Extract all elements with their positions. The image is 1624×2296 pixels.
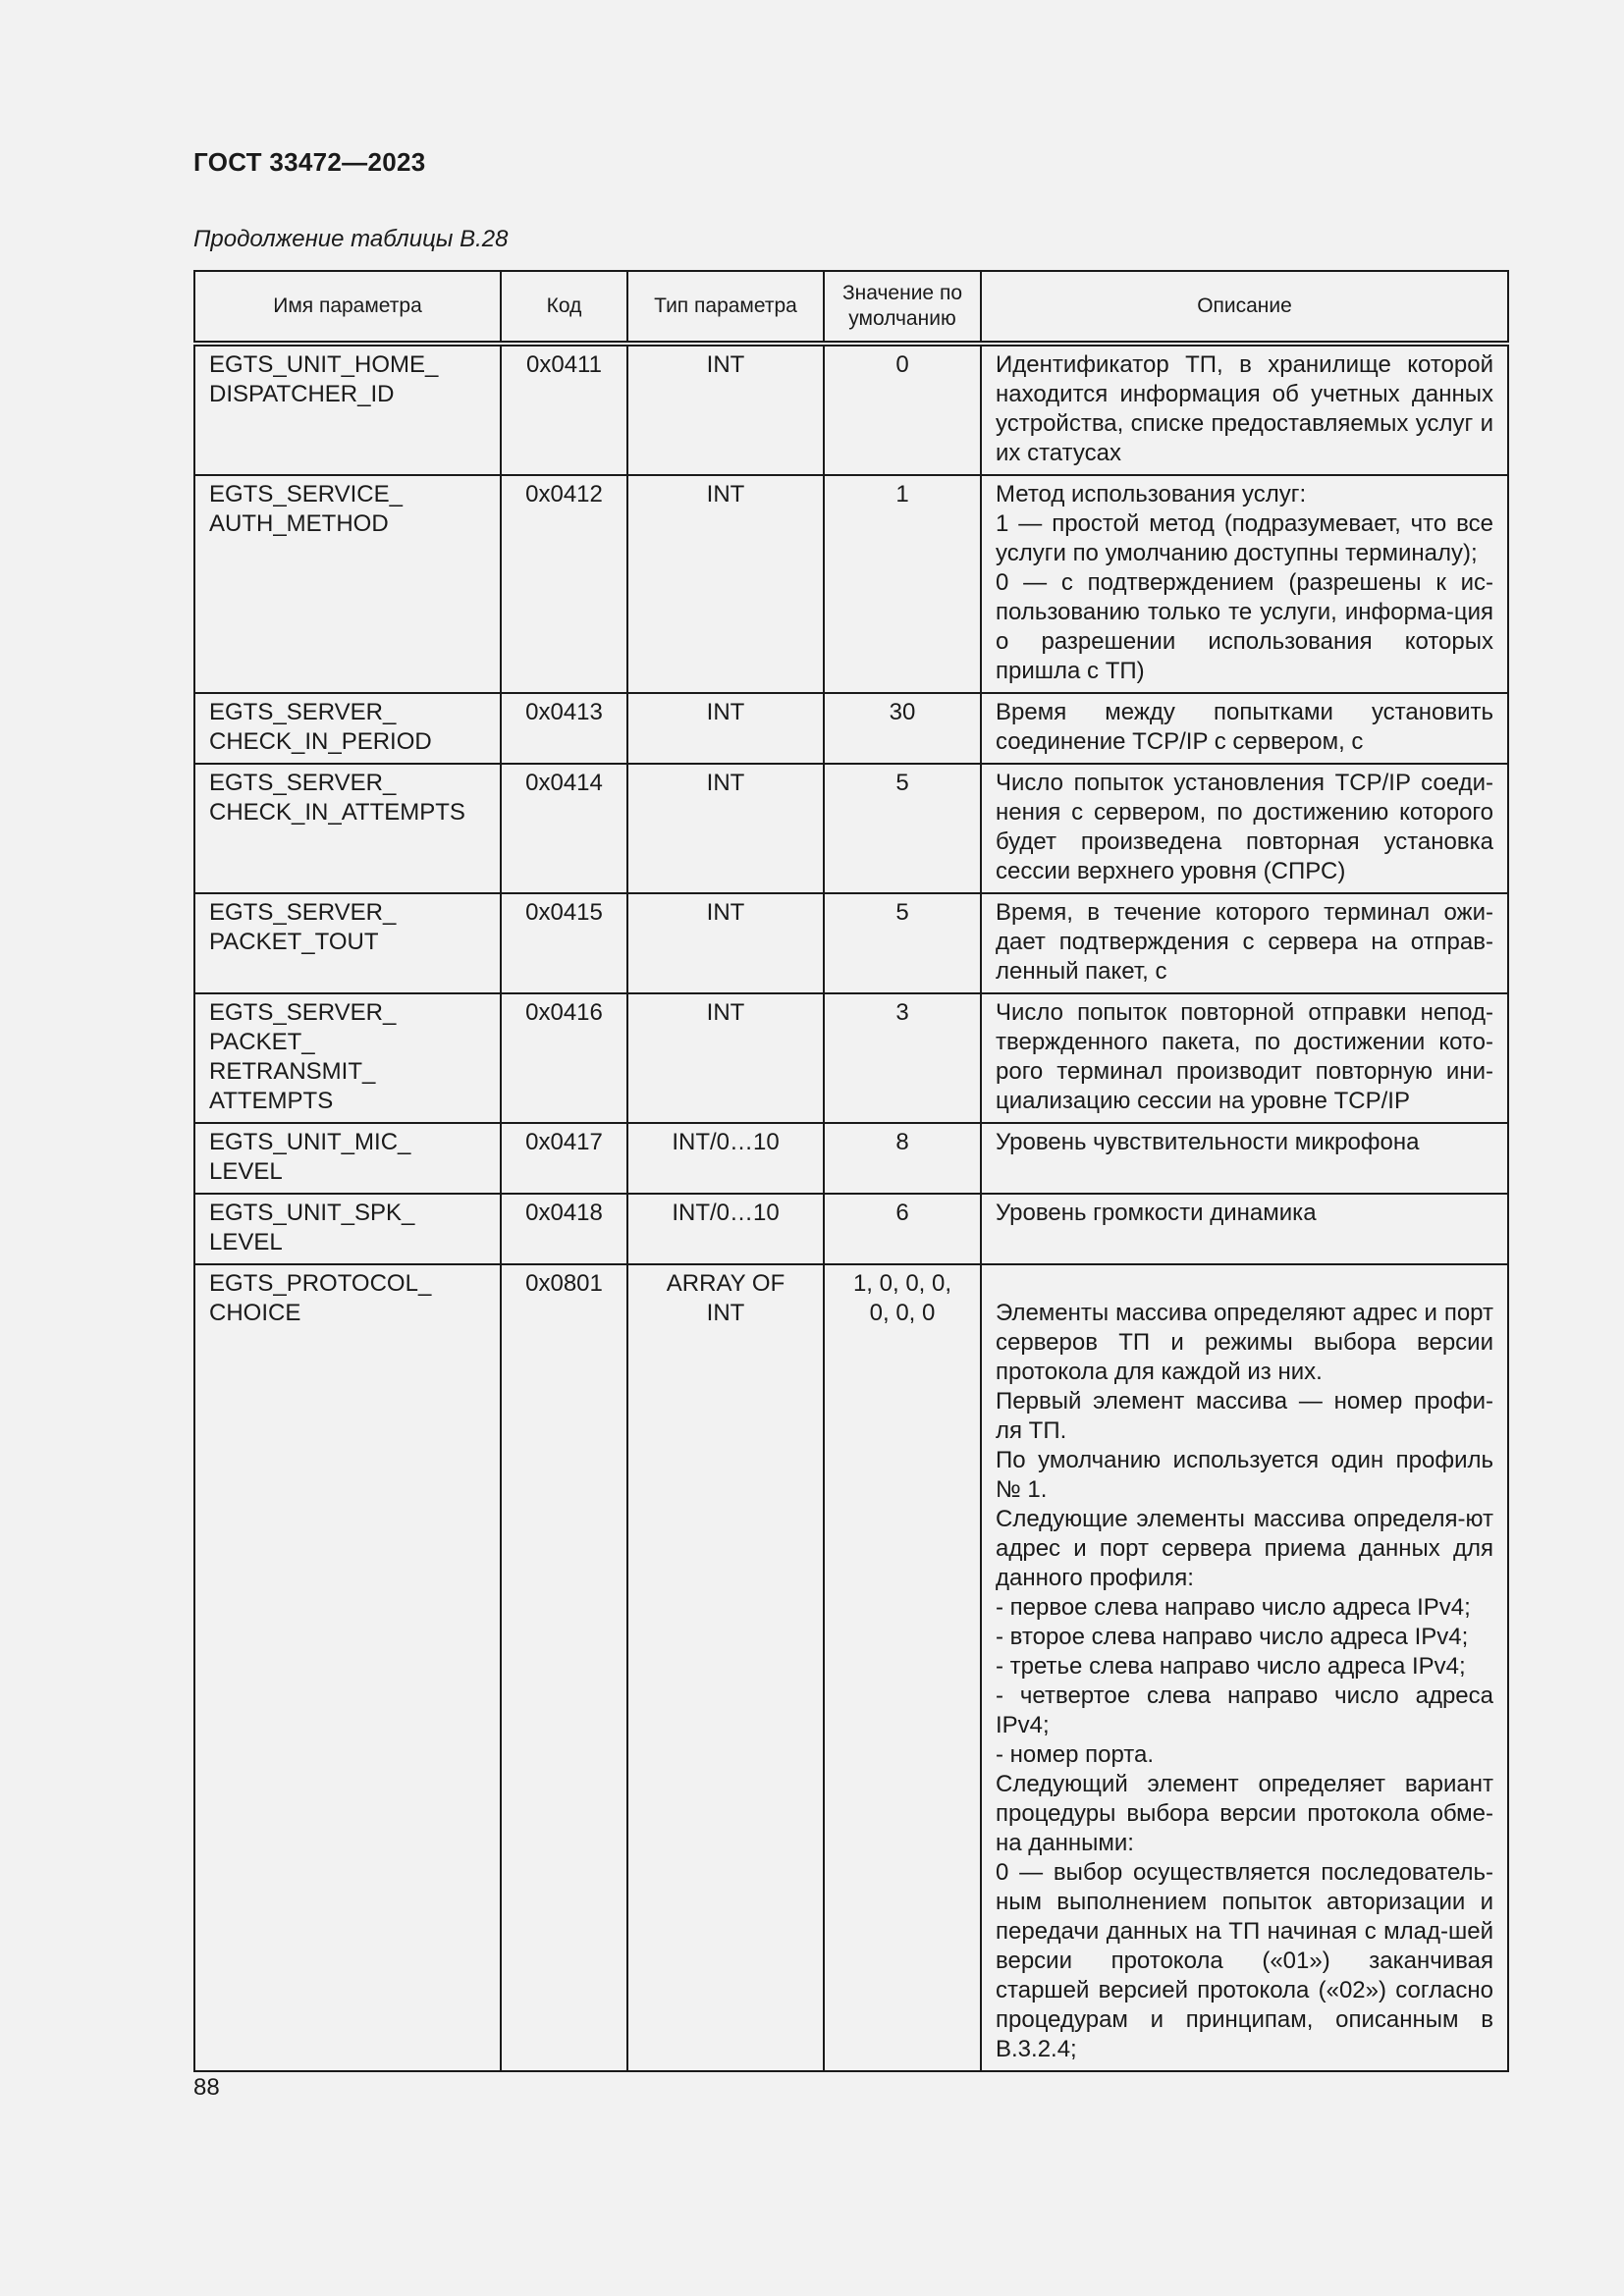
param-default-cell-line: 30 xyxy=(889,699,916,725)
param-name-cell-line: DISPATCHER_ID xyxy=(209,381,395,407)
column-header-description: Описание xyxy=(981,271,1508,344)
param-default-cell xyxy=(824,893,981,993)
param-type-cell xyxy=(627,1194,824,1264)
param-description-cell-line: Число попыток установления TCP/IP соеди-нения с сервером, по достижению которого будет произведена повторная установка сессии верхнего уровня (СПРС) xyxy=(996,770,1493,884)
param-name-cell-line: EGTS_PROTOCOL_ xyxy=(209,1270,432,1297)
column-header-type: Тип параметра xyxy=(627,271,824,344)
table-row xyxy=(194,344,1508,475)
param-description-cell xyxy=(981,1264,1508,2071)
param-name-cell xyxy=(194,344,501,475)
param-default-cell xyxy=(824,764,981,893)
param-name-cell-line: CHECK_IN_PERIOD xyxy=(209,728,432,755)
param-type-cell-line: INT xyxy=(706,1300,745,1326)
param-name-cell-line: LEVEL xyxy=(209,1229,283,1255)
param-type-cell xyxy=(627,344,824,475)
param-name-cell-line: CHECK_IN_ATTEMPTS xyxy=(209,799,465,826)
table-row xyxy=(194,475,1508,693)
param-description-cell xyxy=(981,893,1508,993)
param-type-cell-line: INT/0…10 xyxy=(672,1200,780,1226)
param-name-cell xyxy=(194,993,501,1123)
table-header-row xyxy=(194,271,1508,344)
param-description-cell xyxy=(981,1194,1508,1264)
table-row xyxy=(194,993,1508,1123)
param-type-cell xyxy=(627,693,824,764)
param-name-cell-line: ATTEMPTS xyxy=(209,1088,334,1114)
param-description-cell-line: Время, в течение которого терминал ожи-дает подтверждения с сервера на отправ-ленный пакет, с xyxy=(996,899,1493,985)
table-row xyxy=(194,1264,1508,2071)
param-default-cell-line: 1, 0, 0, 0, xyxy=(852,1270,952,1297)
param-description-cell-line: - второе слева направо число адреса IPv4; xyxy=(996,1624,1469,1650)
param-type-cell-line: INT xyxy=(706,351,745,378)
param-type-cell-line: INT xyxy=(706,999,745,1026)
param-code-cell: 0x0418 xyxy=(501,1194,627,1264)
param-type-cell-line: INT xyxy=(706,899,745,926)
param-name-cell-line: CHOICE xyxy=(209,1300,301,1326)
table-caption: Продолжение таблицы В.28 xyxy=(193,226,509,252)
param-default-cell-line: 6 xyxy=(895,1200,909,1226)
param-description-cell-line: По умолчанию используется один профиль № 1. xyxy=(996,1447,1493,1503)
param-code-cell: 0x0415 xyxy=(501,893,627,993)
parameters-table xyxy=(193,270,1509,2072)
param-description-cell-line: Первый элемент массива — номер профи-ля ТП. xyxy=(996,1388,1493,1444)
param-default-cell-line: 8 xyxy=(895,1129,909,1155)
param-code-cell: 0x0417 xyxy=(501,1123,627,1194)
param-description-cell-line: Следующий элемент определяет вариант процедуры выбора версии протокола обме-на данными: xyxy=(996,1771,1493,1856)
param-description-cell-line: Уровень чувствительности микрофона xyxy=(996,1129,1420,1155)
param-default-cell-line: 1 xyxy=(895,481,909,507)
param-name-cell-line: PACKET_ xyxy=(209,1029,315,1055)
param-default-cell-line: 3 xyxy=(895,999,909,1026)
param-description-cell-line: - четвертое слева направо число адреса IPv4; xyxy=(996,1682,1493,1738)
param-name-cell xyxy=(194,764,501,893)
param-name-cell-line: EGTS_UNIT_SPK_ xyxy=(209,1200,415,1226)
table-row xyxy=(194,764,1508,893)
param-name-cell-line: EGTS_SERVICE_ xyxy=(209,481,403,507)
param-type-cell xyxy=(627,1123,824,1194)
param-type-cell-line: INT xyxy=(706,770,745,796)
table-row xyxy=(194,1123,1508,1194)
param-code-cell: 0x0413 xyxy=(501,693,627,764)
param-name-cell-line: EGTS_SERVER_ xyxy=(209,770,397,796)
param-default-cell xyxy=(824,1123,981,1194)
param-description-cell-line: Идентификатор ТП, в хранилище которой находится информация об учетных данных устройства, списке предоставляемых услуг и их статусах xyxy=(996,351,1493,466)
param-code-cell: 0x0416 xyxy=(501,993,627,1123)
param-description-cell-line: Метод использования услуг: xyxy=(996,481,1307,507)
param-default-cell-line: 0 xyxy=(895,351,909,378)
table-row xyxy=(194,693,1508,764)
param-description-cell xyxy=(981,1123,1508,1194)
column-header-code: Код xyxy=(501,271,627,344)
param-code-cell: 0x0414 xyxy=(501,764,627,893)
param-name-cell-line: RETRANSMIT_ xyxy=(209,1058,376,1085)
param-type-cell xyxy=(627,764,824,893)
table-row xyxy=(194,893,1508,993)
param-default-cell xyxy=(824,693,981,764)
param-name-cell-line: AUTH_METHOD xyxy=(209,510,389,537)
table-body xyxy=(194,344,1508,2071)
column-header-name: Имя параметра xyxy=(194,271,501,344)
param-type-cell xyxy=(627,1264,824,2071)
param-description-cell xyxy=(981,344,1508,475)
param-name-cell-line: PACKET_TOUT xyxy=(209,929,379,955)
param-type-cell xyxy=(627,475,824,693)
param-name-cell-line: EGTS_SERVER_ xyxy=(209,999,397,1026)
param-description-cell-line: Уровень громкости динамика xyxy=(996,1200,1317,1226)
param-description-cell-line: Следующие элементы массива определя-ют адрес и порт сервера приема данных для данного профиля: xyxy=(996,1506,1493,1591)
param-name-cell xyxy=(194,1194,501,1264)
param-default-cell-line: 5 xyxy=(895,899,909,926)
param-code-cell: 0x0411 xyxy=(501,344,627,475)
column-header-default: Значение по умолчанию xyxy=(824,271,981,344)
param-name-cell-line: EGTS_UNIT_HOME_ xyxy=(209,351,439,378)
param-name-cell xyxy=(194,893,501,993)
param-name-cell-line: LEVEL xyxy=(209,1158,283,1185)
param-description-cell xyxy=(981,993,1508,1123)
param-name-cell xyxy=(194,1123,501,1194)
param-code-cell: 0x0801 xyxy=(501,1264,627,2071)
page-number: 88 xyxy=(193,2074,220,2101)
param-name-cell xyxy=(194,693,501,764)
param-default-cell xyxy=(824,1194,981,1264)
param-name-cell xyxy=(194,475,501,693)
param-name-cell-line: EGTS_SERVER_ xyxy=(209,699,397,725)
param-type-cell-line: INT/0…10 xyxy=(672,1129,780,1155)
param-type-cell-line: ARRAY OF xyxy=(666,1270,785,1297)
param-name-cell-line: EGTS_SERVER_ xyxy=(209,899,397,926)
param-name-cell xyxy=(194,1264,501,2071)
param-description-cell-line: Число попыток повторной отправки непод-твержденного пакета, по достижении кото-рого терминал производит повторную ини-циализацию сессии на уровне TCP/IP xyxy=(996,999,1493,1114)
param-description-cell xyxy=(981,764,1508,893)
param-default-cell-line: 0, 0, 0 xyxy=(869,1300,936,1326)
param-type-cell-line: INT xyxy=(706,481,745,507)
param-description-cell-line: 0 — с подтверждением (разрешены к ис-пользованию только те услуги, информа-ция о разрешении использования которых пришла с ТП) xyxy=(996,569,1493,684)
param-default-cell xyxy=(824,344,981,475)
param-default-cell xyxy=(824,475,981,693)
param-description-cell-line: 0 — выбор осуществляется последователь-ным выполнением попыток авторизации и передачи данных на ТП начиная с млад-шей версии протокола («01») заканчивая старшей версией протокола («02») согласно процедурам и принципам, описанным в В.3.2.4; xyxy=(996,1859,1493,2062)
param-description-cell-line: Элементы массива определяют адрес и порт серверов ТП и режимы выбора версии протокола для каждой из них. xyxy=(996,1300,1493,1385)
param-default-cell-line: 5 xyxy=(895,770,909,796)
param-description-cell-line: 1 — простой метод (подразумевает, что все услуги по умолчанию доступны терминалу); xyxy=(996,510,1493,566)
param-description-cell-line: - первое слева направо число адреса IPv4; xyxy=(996,1594,1471,1621)
param-description-cell-line: - номер порта. xyxy=(996,1741,1155,1768)
param-description-cell-line: - третье слева направо число адреса IPv4; xyxy=(996,1653,1466,1680)
param-default-cell xyxy=(824,993,981,1123)
document-id: ГОСТ 33472—2023 xyxy=(193,147,426,177)
param-description-cell xyxy=(981,475,1508,693)
param-code-cell: 0x0412 xyxy=(501,475,627,693)
param-default-cell xyxy=(824,1264,981,2071)
param-name-cell-line: EGTS_UNIT_MIC_ xyxy=(209,1129,411,1155)
param-description-cell-line xyxy=(996,1269,1493,1299)
param-type-cell xyxy=(627,993,824,1123)
param-type-cell-line: INT xyxy=(706,699,745,725)
param-description-cell xyxy=(981,693,1508,764)
param-description-cell-line: Время между попытками установить соединение TCP/IP с сервером, с xyxy=(996,699,1493,755)
table-row xyxy=(194,1194,1508,1264)
param-type-cell xyxy=(627,893,824,993)
